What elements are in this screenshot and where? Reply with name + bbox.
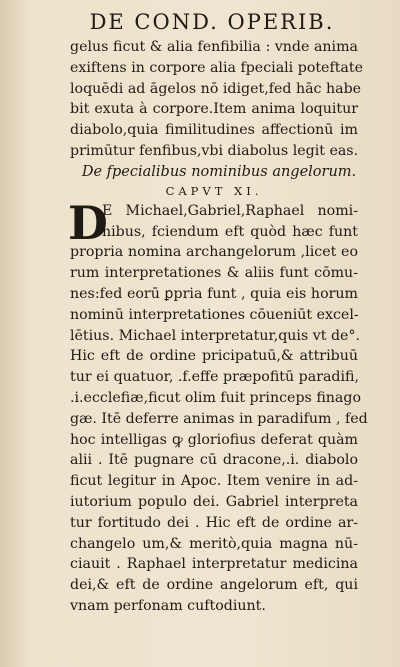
text-line: lētius. Michael interpretatur,quis vt de°.	[70, 327, 361, 344]
section-title: De fpecialibus nominibus angelorum.	[81, 163, 357, 180]
text-line: loquēdi ad āgelos nō idiget,fed hāc habe	[70, 80, 362, 97]
text-line: E Michael,Gabriel,Raphael nomi-	[102, 202, 358, 219]
dropcap-letter: D	[68, 195, 108, 250]
text-line: tur fortitudo dei . Hic eft de ordine ar-	[70, 514, 358, 531]
text-line: changelo um,& meritò,quia magna nū-	[70, 535, 358, 552]
text-line: hoc intelligas ꝙ gloriofius deferat quàm	[70, 431, 358, 448]
text-line: .i.ecclefiæ,ficut olim fuit princeps finago	[70, 389, 361, 406]
text-line: iutorium populo dei. Gabriel interpreta	[70, 493, 358, 510]
text-line: ciauit . Raphael interpretatur medicina	[70, 556, 358, 573]
text-line: bit exuta à corpore.Item anima loquitur	[70, 101, 358, 118]
text-line: primūtur fenfibus,vbi diabolus legit eas.	[70, 142, 359, 159]
text-line: tur ei quatuor, .f.effe præpofitū paradifi,	[70, 369, 360, 386]
text-line: nes:fed eorū ꝑpria funt , quia eis horum	[70, 285, 358, 302]
chapter-title: CAPVT XI.	[165, 183, 263, 198]
text-line: vnam perfonam cuftodiunt.	[70, 597, 266, 614]
text-line: gelus ficut & alia fenfibilia : vnde anima	[70, 39, 358, 55]
text-line: alii . Itē pugnare cū dracone,.i. diabolo	[70, 452, 358, 469]
text-line: propria nomina archangelorum ,licet eo	[70, 244, 358, 261]
text-line: Hic eft de ordine pricipatuū,& attribuū	[70, 348, 358, 365]
text-block-top	[70, 37, 363, 162]
text-line: dei,& eft de ordine angelorum eft, qui	[70, 577, 358, 594]
text-line: diabolo,quia fimilitudines affectionū im	[70, 122, 358, 139]
text-line: nominū interpretationes cōueniūt excel-	[70, 306, 359, 323]
text-line: nibus, fciendum eft quòd hæc funt	[102, 223, 358, 240]
text-line: rum interpretationes & aliis funt cōmu-	[70, 265, 358, 282]
text-line: exiftens in corpore alia fpeciali poteftate	[70, 59, 363, 76]
text-line: ficut legitur in Apoc. Item venire in ad-	[70, 473, 358, 490]
dropcap-paragraph	[68, 195, 358, 250]
text-block-body	[70, 242, 368, 616]
text-line: gæ. Itē deferre animas in paradifum , fed	[70, 410, 368, 427]
running-header: DE COND. OPERIB.	[89, 10, 335, 34]
